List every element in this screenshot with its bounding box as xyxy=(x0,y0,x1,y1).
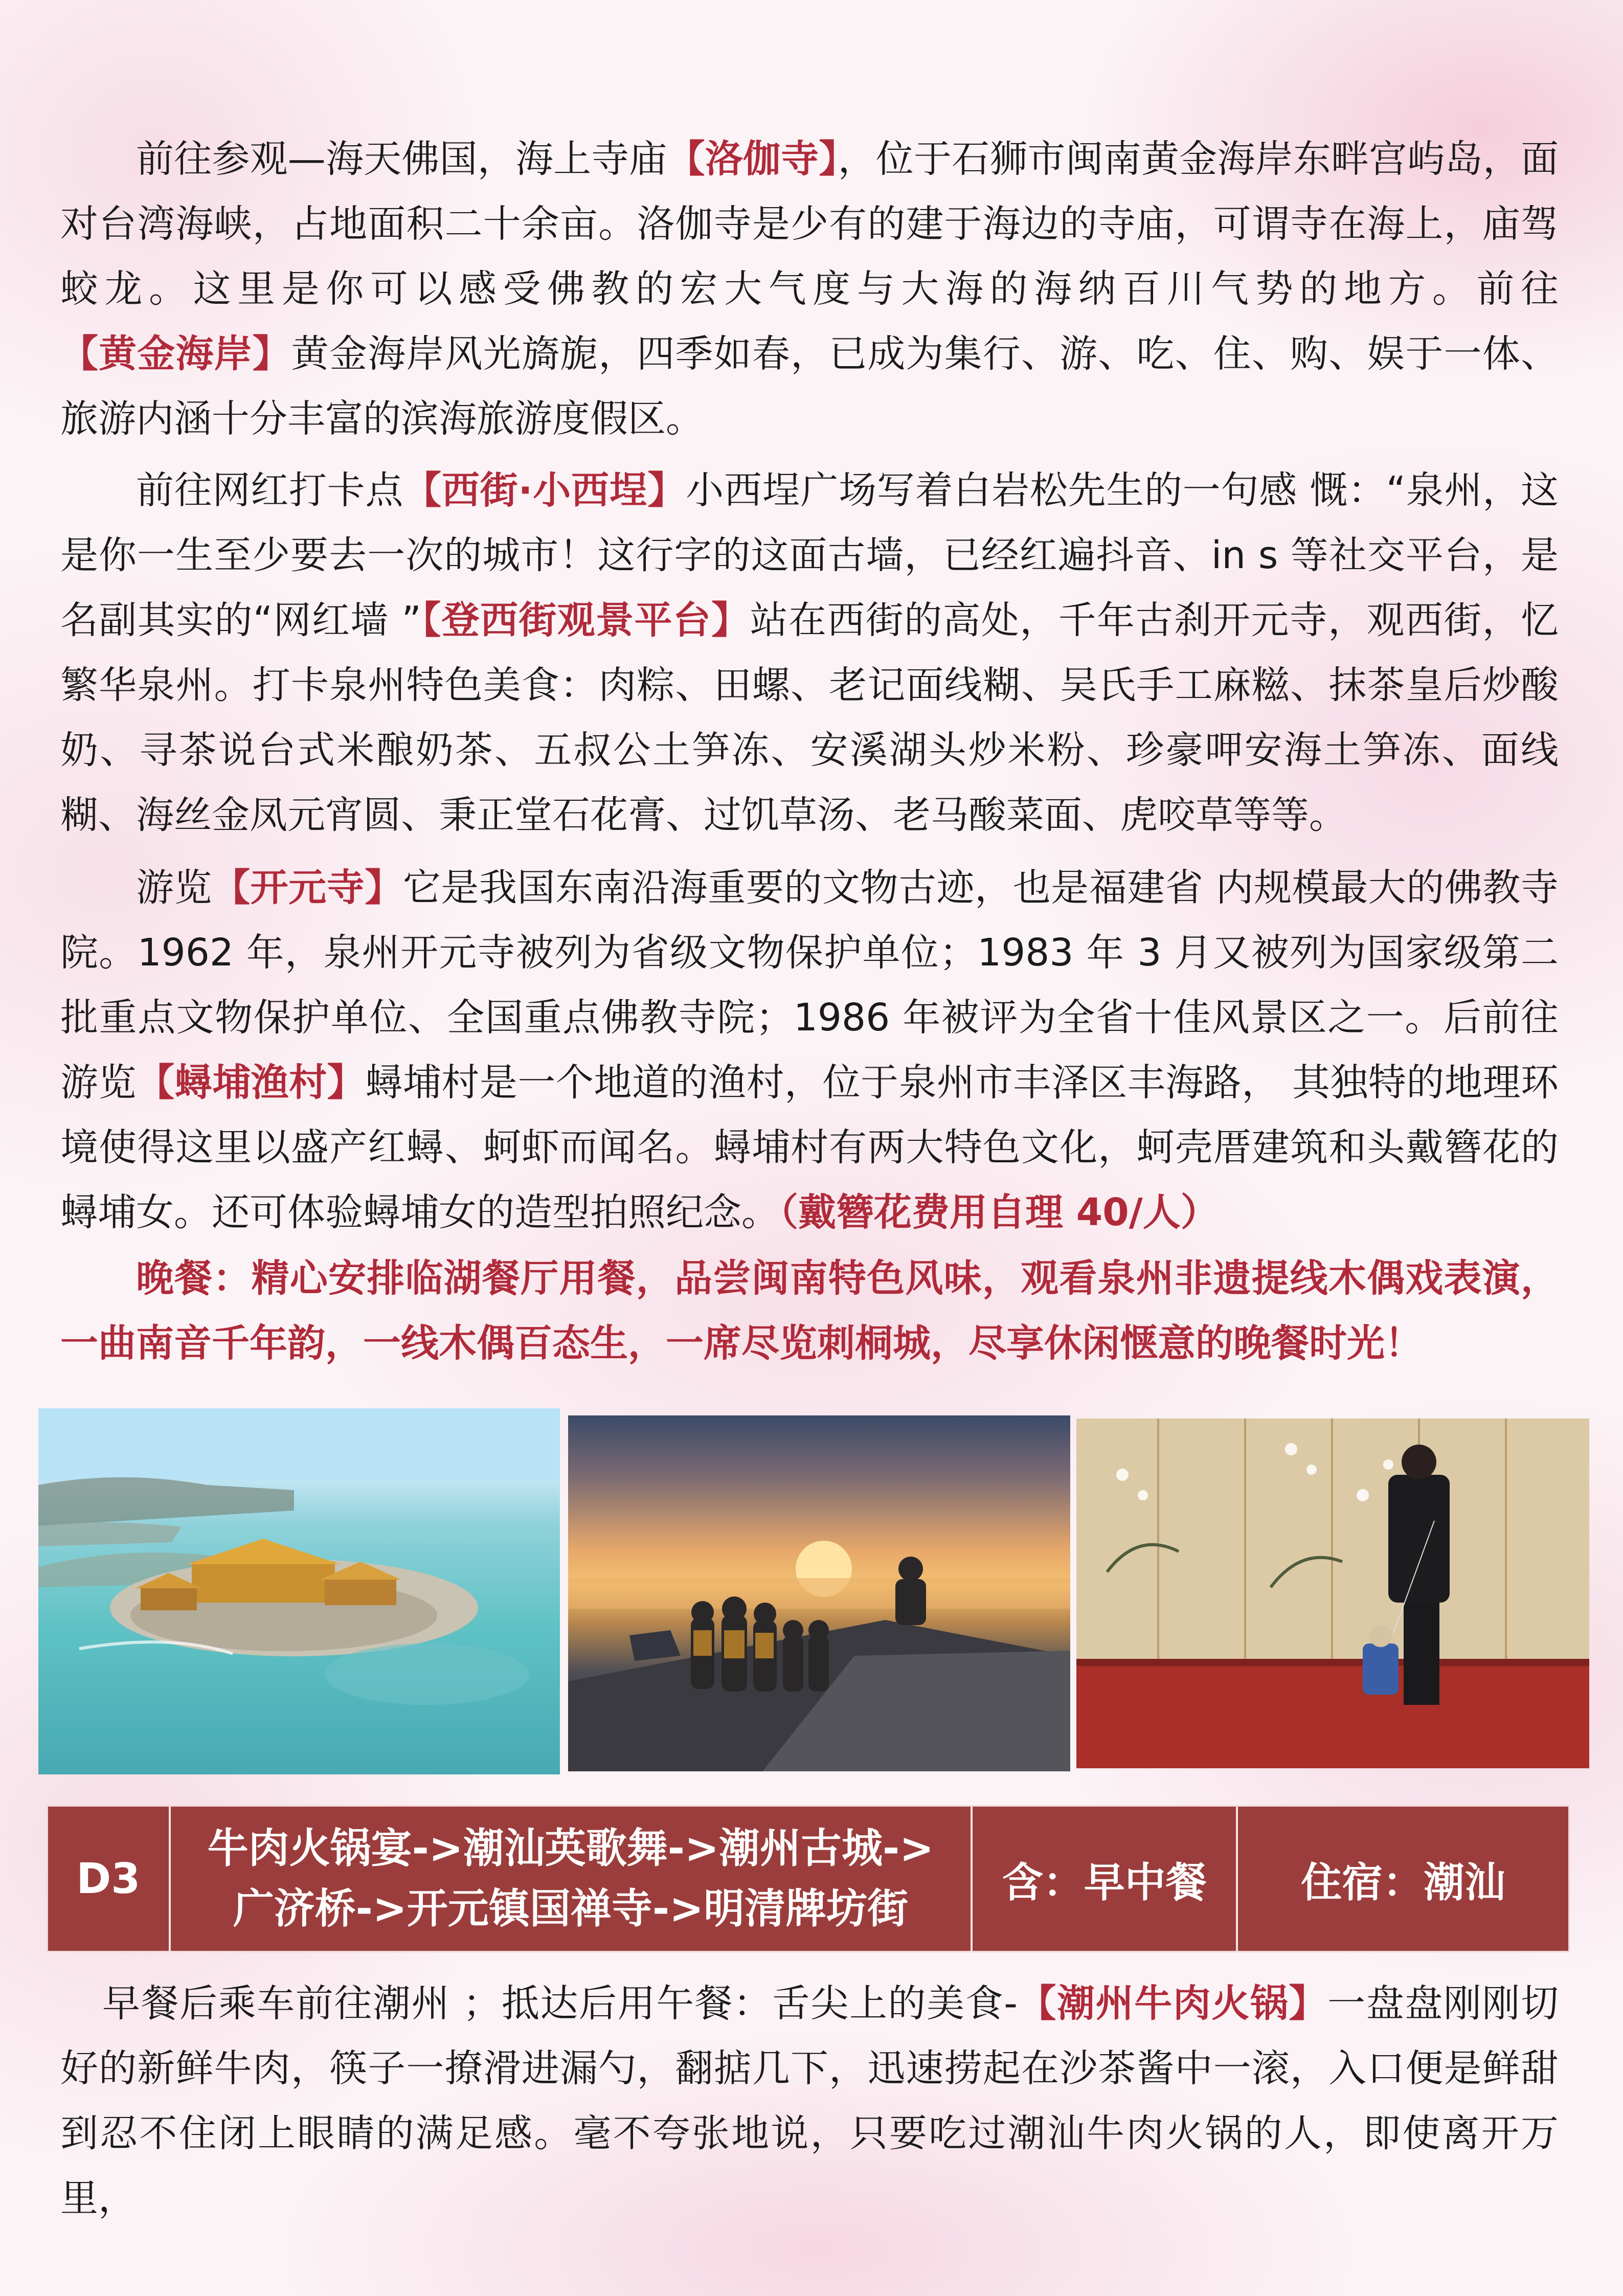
text-segment: 前往网红打卡点 xyxy=(136,468,404,512)
hairpin-fee-note: （戴簪花费用自理 40/人） xyxy=(779,1190,1219,1234)
route-line-2: 广济桥->开元镇国禅寺->明清牌坊街 xyxy=(233,1885,909,1932)
text-segment: 前往参观—海天佛国，海上寺庙 xyxy=(136,137,667,181)
luoqie-temple-photo xyxy=(38,1408,560,1774)
highlight-kaiyuan-temple: 【开元寺】 xyxy=(212,866,403,910)
highlight-xunpu-village: 【蟳埔渔村】 xyxy=(137,1061,366,1105)
text-segment: 蟳埔村是一个地道的渔村，位于泉州市丰泽区丰海路， 其独特的地理环境使得这里以盛产红蟳、蚵虾而闻名。蟳埔村有两大特色文化，蚵壳厝建筑和头戴簪花的蟳埔女。还可体验蟳埔女的造型拍照纪念。 xyxy=(60,1061,1559,1234)
highlight-golden-coast: 【黄金海岸】 xyxy=(60,332,291,376)
itinerary-meals: 含：早中餐 xyxy=(973,1807,1238,1951)
paragraph-west-street xyxy=(60,458,1559,848)
route-line-1: 牛肉火锅宴->潮汕英歌舞->潮州古城-> xyxy=(207,1825,934,1872)
text-segment: 小西埕广场写着白岩松先生的一句感 慨：“泉州，这是你一生至少要去一次的城市！这行字的这面古墙，已经红遍抖音、in s 等社交平台，是名副其实的“网红墙 ” xyxy=(60,468,1559,642)
xunpu-sunset-photo xyxy=(568,1415,1070,1771)
highlight-west-street: 【西街·小西埕】 xyxy=(403,468,686,512)
dinner-text: 晚餐：精心安排临湖餐厅用餐，品尝闽南特色风味，观看泉州非遗提线木偶戏表演，一曲南音千年韵，一线木偶百态生，一席尽览刺桐城，尽享休闲惬意的晚餐时光！ xyxy=(60,1256,1559,1365)
paragraph-chaozhou-hotpot xyxy=(60,1971,1559,2231)
text-segment: 早餐后乘车前往潮州 ；抵达后用午餐：舌尖上的美食- xyxy=(102,1982,1018,2025)
itinerary-table-d3 xyxy=(47,1805,1570,1952)
text-segment: 游览 xyxy=(136,866,213,910)
text-segment: ，位于石狮市闽南黄金海岸东畔宫屿岛，面对台湾海峡，占地面积二十余亩。洛伽寺是少有的建于海边的寺庙，可谓寺在海上，庙驾蛟龙。这里是你可以感受佛教的宏大气度与大海的海纳百川气势的地方。前往 xyxy=(60,137,1559,311)
itinerary-hotel: 住宿：潮汕 xyxy=(1301,1858,1506,1906)
paragraph-kaiyuan-temple xyxy=(60,856,1559,1245)
text-segment: 它是我国东南沿海重要的文物古迹，也是福建省 内规模最大的佛教寺院。1962 年，泉州开元寺被列为省级文物保护单位；1983 年 3 月又被列为国家级第二批重点文物保护单位、全国重点佛教寺院；1986 年被评为全省十佳风景区之一。后前往游览 xyxy=(60,866,1559,1105)
paragraph-dinner xyxy=(60,1246,1559,1376)
paragraph-luoqie-temple xyxy=(60,127,1559,452)
itinerary-route xyxy=(171,1807,973,1951)
text-segment: 站在西街的高处，千年古刹开元寺，观西街，忆繁华泉州。打卡泉州特色美食：肉粽、田螺、老记面线糊、吴氏手工麻糍、抹茶皇后炒酸奶、寻茶说台式米酿奶茶、五叔公土笋冻、安溪湖头炒米粉、珍豪呷安海土笋冻、面线糊、海丝金凤元宵圆、秉正堂石花膏、过饥草汤、老马酸菜面、虎咬草等等。 xyxy=(60,598,1559,837)
itinerary-day: D3 xyxy=(48,1807,171,1951)
highlight-chaozhou-hotpot: 【潮州牛肉火锅】 xyxy=(1017,1982,1328,2025)
highlight-luoqie-temple: 【洛伽寺】 xyxy=(667,137,838,181)
text-segment: 一盘盘刚刚切好的新鲜牛肉，筷子一撩滑进漏勺，翻掂几下，迅速捞起在沙茶酱中一滚，入口便是鲜甜到忍不住闭上眼睛的满足感。毫不夸张地说，只要吃过潮汕牛肉火锅的人，即使离开万里， xyxy=(60,1982,1559,2220)
text-segment: 黄金海岸风光旖旎，四季如春，已成为集行、游、吃、住、购、娱于一体、旅游内涵十分丰富的滨海旅游度假区。 xyxy=(60,332,1559,441)
highlight-viewing-platform: 【登西街观景平台】 xyxy=(421,598,750,642)
puppet-show-photo xyxy=(1076,1419,1589,1768)
